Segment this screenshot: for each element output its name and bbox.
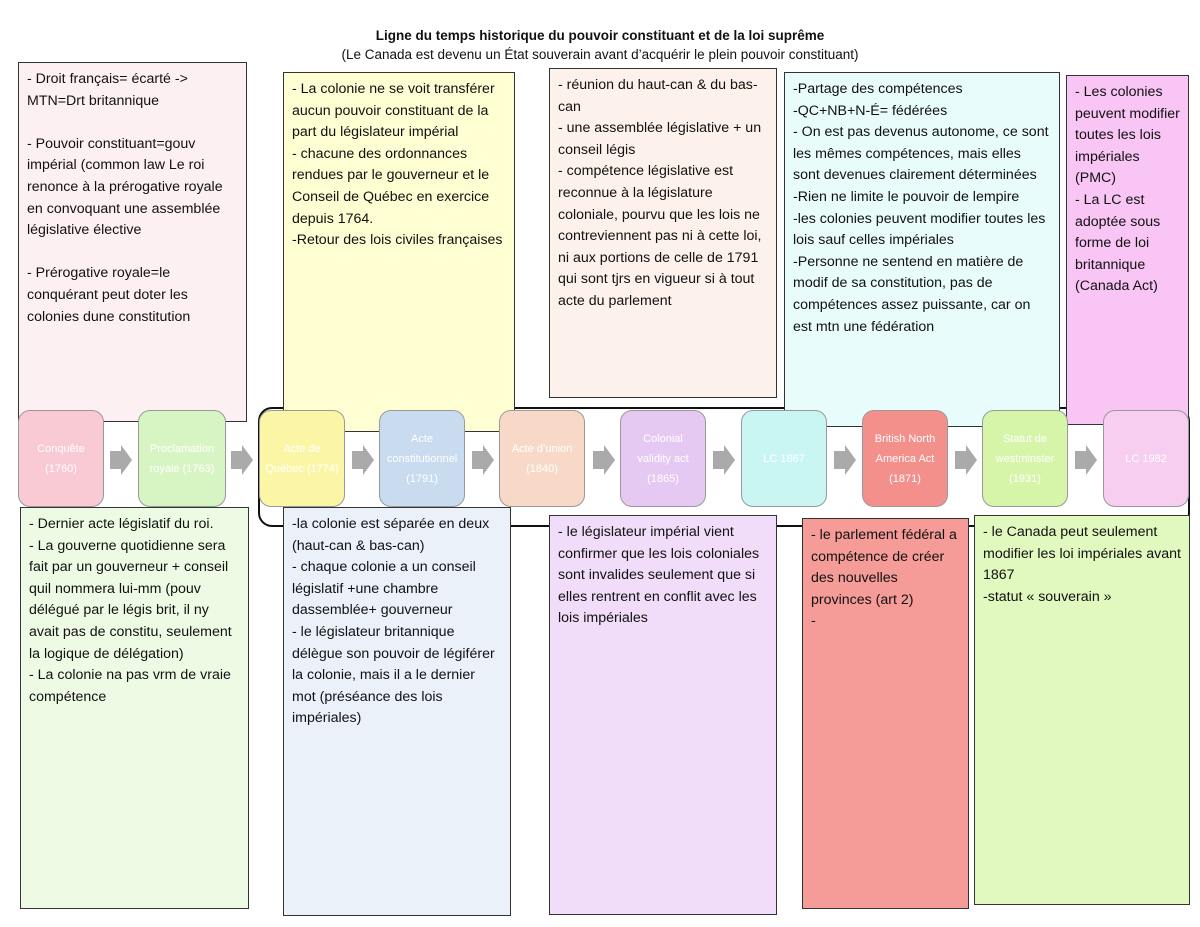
timeline-arrow (1075, 445, 1097, 475)
timeline-arrow (110, 445, 132, 475)
timeline-arrow (231, 445, 253, 475)
note-proclamation-royale: - Dernier acte législatif du roi. - La gouverne quotidienne sera fait par un gouverneur + conseil quil nommera lui-mm (pouv délégué par le légis brit, il ny avait pas de constitu, seulement la logique de délégation) - La colonie na pas vrm de vraie compétence (20, 507, 249, 909)
event-british-north-america-act: British North America Act (1871) (862, 410, 948, 507)
note-lc-1867: -Partage des compétences -QC+NB+N-É= fédérées - On est pas devenus autonome, ce sont les mêmes compétences, mais elles sont devenues clairement déterminées -Rien ne limite le pouvoir de lempire -les colonies peuvent modifier toutes les lois sauf celles impériales -Personne ne sentend en matière de modif de sa constitution, pas de compétences assez puissante, car on est mtn une fédération (784, 72, 1060, 427)
note-lc-1982: - Les colonies peuvent modifier toutes les lois impériales (PMC) - La LC est adoptée sous forme de loi britannique (Canada Act) (1066, 75, 1189, 425)
event-acte-quebec: Acte de Québec (1774) (259, 410, 345, 507)
timeline-arrow (352, 445, 374, 475)
timeline-arrow (713, 445, 735, 475)
timeline-arrow (955, 445, 977, 475)
note-acte-quebec: - La colonie ne se voit transférer aucun pouvoir constituant de la part du législateur impérial - chacune des ordonnances rendues par le gouverneur et le Conseil de Québec en exercice depuis 1764. -Retour des lois civiles françaises (283, 72, 515, 432)
event-proclamation-royale: Proclamation royale (1763) (138, 410, 226, 507)
diagram-title: Ligne du temps historique du pouvoir constituant et de la loi suprême (375, 28, 825, 43)
timeline-arrow (593, 445, 615, 475)
note-conquete: - Droit français= écarté -> MTN=Drt britannique - Pouvoir constituant=gouv impérial (common law Le roi renonce à la prérogative royale en convoquant une assemblée législative élective - Prérogative royale=le conquérant peut doter les colonies dune constitution (18, 62, 247, 422)
event-colonial-validity-act: Colonial validity act (1865) (620, 410, 706, 507)
event-acte-constitutionnel: Acte constitutionnel (1791) (379, 410, 465, 507)
note-statut-westminster: - le Canada peut seulement modifier les loi impériales avant 1867 -statut « souverain » (974, 515, 1190, 905)
event-acte-union: Acte d’union (1840) (499, 410, 585, 507)
diagram-subtitle: (Le Canada est devenu un État souverain avant d’acquérir le plein pouvoir constituant) (341, 47, 859, 62)
note-acte-union: - réunion du haut-can & du bas-can - une assemblée législative + un conseil légis - compétence législative est reconnue à la législature coloniale, pourvu que les lois ne contreviennent pas ni à cette loi, ni aux portions de celle de 1791 qui sont tjrs en vigueur si à tout acte du parlement (549, 68, 777, 398)
note-british-north-america-act: - le parlement fédéral a compétence de créer des nouvelles provinces (art 2) - (802, 518, 969, 909)
event-statut-westminster: Statut de westminster (1931) (982, 410, 1068, 507)
event-lc-1982: LC 1982 (1103, 410, 1189, 507)
note-acte-constitutionnel: -la colonie est séparée en deux (haut-can & bas-can) - chaque colonie a un conseil législatif +une chambre dassemblée+ gouverneur - le législateur britannique délègue son pouvoir de légiférer la colonie, mais il a le dernier mot (préséance des lois impériales) (283, 507, 511, 916)
event-lc-1867: LC 1867 (741, 410, 827, 507)
note-colonial-validity-act: - le législateur impérial vient confirmer que les lois coloniales sont invalides seulement que si elles rentrent en conflit avec les lois impériales (549, 515, 777, 915)
timeline-arrow (472, 445, 494, 475)
timeline-arrow (834, 445, 856, 475)
event-conquete: Conquête (1760) (18, 410, 104, 507)
